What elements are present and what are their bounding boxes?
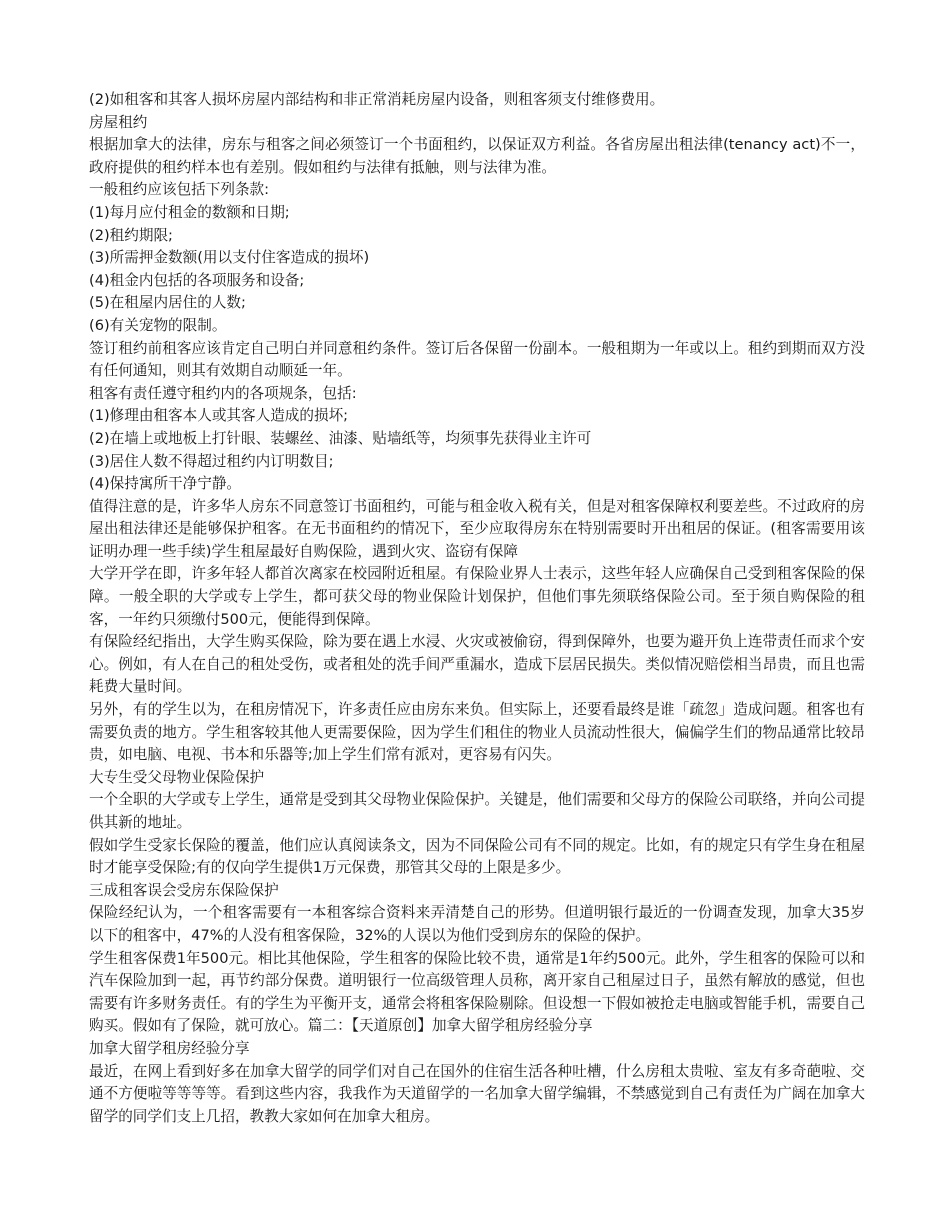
section-heading: 大专生受父母物业保险保护: [89, 768, 265, 786]
list-item: (1)修理由租客本人或其客人造成的损坏;: [89, 407, 349, 425]
paragraph: 学生租客保费1年500元。相比其他保险，学生租客的保险比较不贵，通常是1年约500元。此外，学生租客的保险可以和汽车保险加到一起，再节约部分保费。道明银行一位高级管理人员称，离开家自己租屋过日子，虽然有解放的感觉，但也需要有许多财务责任。有的学生为平衡开支，通常会将租客保险剔除。但设想一下假如被抢走电脑或智能手机，需要自己购买。假如有了保险，就可放心。篇二：【天道原创】加拿大留学租房经验分享: [89, 949, 865, 1035]
list-item: (5)在租屋内居住的人数;: [89, 294, 246, 312]
section-heading: 三成租客误会受房东保险保护: [89, 881, 279, 899]
paragraph: 有保险经纪指出，大学生购买保险，除为要在遇上水浸、火灾或被偷窃，得到保障外，也要为避开负上连带责任而求个安心。例如，有人在自己的租处受伤，或者租处的洗手间严重漏水，造成下层居民损失。类似情况赔偿相当昂贵，而且也需耗费大量时间。: [89, 633, 865, 696]
paragraph: 大学开学在即，许多年轻人都首次离家在校园附近租屋。有保险业界人士表示，这些年轻人应确保自己受到租客保险的保障。一般全职的大学或专上学生，都可获父母的物业保险计划保护，但他们事先须联络保险公司。至于须自购保险的租客，一年约只须缴付500元，便能得到保障。: [89, 565, 865, 628]
list-item: (6)有关宠物的限制。: [89, 316, 227, 334]
list-item: (2)在墙上或地板上打针眼、装螺丝、油漆、贴墙纸等，均须事先获得业主许可: [89, 429, 592, 447]
paragraph: 一般租约应该包括下列条款:: [89, 181, 270, 199]
paragraph: 一个全职的大学或专上学生，通常是受到其父母物业保险保护。关键是，他们需要和父母方的保险公司联络，并向公司提供其新的地址。: [89, 791, 865, 831]
paragraph: 最近，在网上看到好多在加拿大留学的同学们对自己在国外的住宿生活各种吐槽，什么房租太贵啦、室友有多奇葩啦、交通不方便啦等等等等。看到这些内容，我我作为天道留学的一名加拿大留学编辑，不禁感觉到自己有责任为广阔在加拿大留学的同学们支上几招，教教大家如何在加拿大租房。: [89, 1062, 865, 1125]
list-item: (3)所需押金数额(用以支付住客造成的损坏): [89, 249, 370, 267]
list-item: (1)每月应付租金的数额和日期;: [89, 203, 290, 221]
list-item: (3)居住人数不得超过租约内订明数目;: [89, 452, 334, 470]
paragraph: 签订租约前租客应该肯定自己明白并同意租约条件。签订后各保留一份副本。一般租期为一年或以上。租约到期而双方没有任何通知，则其有效期自动顺延一年。: [89, 339, 865, 380]
section-heading: 房屋租约: [89, 113, 148, 131]
document-body: [89, 89, 865, 1128]
paragraph: (2)如租客和其客人损坏房屋内部结构和非正常消耗房屋内设备，则租客须支付维修费用。: [89, 91, 665, 108]
list-item: (4)租金内包括的各项服务和设备;: [89, 271, 305, 289]
paragraph: 另外，有的学生以为，在租房情况下，许多责任应由房东来负。但实际上，还要看最终是谁「疏忽」造成问题。租客也有需要负责的地方。学生租客较其他人更需要保险，因为学生们租住的物业人员流动性很大，偏偏学生们的物品通常比较昂贵，如电脑、电视、书本和乐器等;加上学生们常有派对，更容易有闪失。: [89, 701, 865, 764]
paragraph: 值得注意的是，许多华人房东不同意签订书面租约，可能与租金收入税有关，但是对租客保障权利要差些。不过政府的房屋出租法律还是能够保护租客。在无书面租约的情况下，至少应取得房东在特别需要时开出租居的保证。(租客需要用该证明办理一些手续)学生租屋最好自购保险，遇到火灾、盗窃有保障: [89, 497, 865, 560]
paragraph: 根据加拿大的法律，房东与租客之间必须签订一个书面租约，以保证双方利益。各省房屋出租法律(tenancy act)不一，政府提供的租约样本也有差别。假如租约与法律有抵触，则与法律为准。: [89, 136, 865, 176]
paragraph: 租客有责任遵守租约内的各项规条，包括:: [89, 384, 357, 402]
section-heading: 加拿大留学租房经验分享: [89, 1039, 250, 1057]
list-item: (2)租约期限;: [89, 226, 173, 244]
list-item: (4)保持寓所干净宁静。: [89, 475, 242, 493]
paragraph: 保险经纪认为，一个租客需要有一本租客综合资料来弄清楚自己的形势。但道明银行最近的一份调查发现，加拿大35岁以下的租客中，47%的人没有租客保险，32%的人误以为他们受到房东的保险的保护。: [89, 904, 865, 944]
paragraph: 假如学生受家长保险的覆盖，他们应认真阅读条文，因为不同保险公司有不同的规定。比如，有的规定只有学生身在租屋时才能享受保险;有的仅向学生提供1万元保费，那管其父母的上限是多少。: [89, 836, 865, 877]
